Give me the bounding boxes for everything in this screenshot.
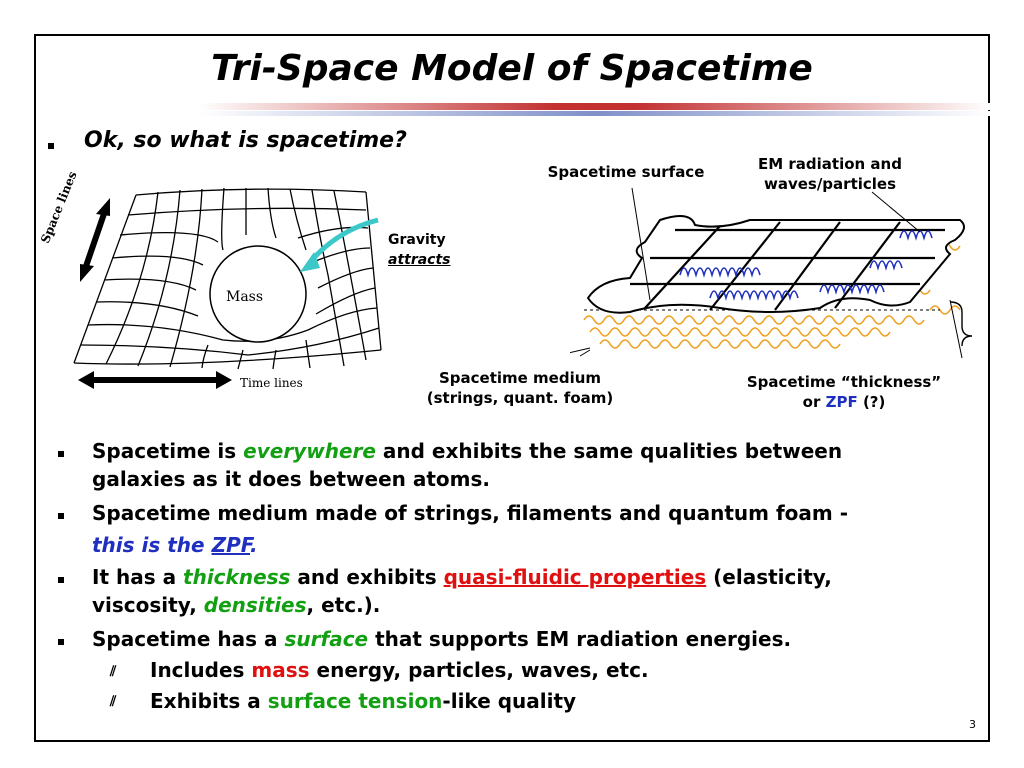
sub-bullet-1 <box>150 655 649 686</box>
bullet-3-line2 <box>92 590 380 621</box>
b3-quasi-fluidic: quasi-fluidic properties <box>443 565 707 589</box>
time-arrow-head-left <box>78 371 94 389</box>
bullet-1-line2: galaxies as it does between atoms. <box>92 467 490 491</box>
bullet-3-marker <box>58 577 64 583</box>
question-text: Ok, so what is spacetime? <box>84 128 407 153</box>
medium-label-line2: (strings, quant. foam) <box>426 389 614 407</box>
em-label-line2: waves/particles <box>763 175 897 193</box>
space-arrow-head-top <box>96 198 110 216</box>
b3-thickness: thickness <box>183 565 291 589</box>
bullet-4-marker <box>58 639 64 645</box>
medium-label-line1: Spacetime medium <box>438 369 602 387</box>
thickness-brace <box>950 302 972 346</box>
space-lines-label: Space lines <box>38 169 80 246</box>
b1-text-b: and exhibits the same qualities between <box>382 439 843 463</box>
b4-text-a: Spacetime has a <box>92 627 278 651</box>
b1-everywhere: everywhere <box>243 439 376 463</box>
s2-text-a: Exhibits a <box>150 689 261 713</box>
thickness-zpf: ZPF <box>825 393 858 411</box>
gravity-label: Gravity <box>388 232 446 248</box>
b3-text-d: viscosity, <box>92 593 197 617</box>
s1-text-a: Includes <box>150 658 245 682</box>
bullet-2-line1: Spacetime medium made of strings, filaments and quantum foam - <box>92 501 849 525</box>
sub-bullet-2 <box>150 686 576 717</box>
bullet-1-line1 <box>92 436 842 467</box>
b4-surface: surface <box>284 627 369 651</box>
space-arrow-shaft <box>84 208 106 272</box>
b3-text-e: , etc.). <box>306 593 381 617</box>
b3-densities: densities <box>203 593 307 617</box>
b4-text-b: that supports EM radiation energies. <box>375 627 792 651</box>
bullet-2-line2 <box>92 530 258 561</box>
mass-label: Mass <box>226 289 264 305</box>
question-bullet <box>48 143 54 149</box>
time-arrow-head-right <box>216 371 232 389</box>
b3-text-a: It has a <box>92 565 177 589</box>
attracts-label: attracts <box>388 252 451 268</box>
sub-bullet-1-icon: ⫽ <box>110 664 117 680</box>
slide-title: Tri-Space Model of Spacetime <box>211 48 813 89</box>
b3-text-c: (elasticity, <box>713 565 832 589</box>
thickness-label-line2 <box>734 392 954 412</box>
bullet-2-marker <box>58 513 64 519</box>
title-gradient-rule <box>200 103 990 117</box>
b3-text-b: and exhibits <box>297 565 437 589</box>
time-lines-label: Time lines <box>240 376 303 390</box>
s1-mass: mass <box>251 658 310 682</box>
thickness-or: or <box>802 393 821 411</box>
thickness-label-line1: Spacetime “thickness” <box>746 373 942 391</box>
space-arrow-head-bottom <box>80 264 94 282</box>
b2-zpf: ZPF <box>211 533 250 557</box>
em-label-line1: EM radiation and <box>758 155 902 173</box>
b1-text-a: Spacetime is <box>92 439 237 463</box>
b2-dot: . <box>250 533 258 557</box>
s2-text-b: -like quality <box>442 689 577 713</box>
bullet-1-marker <box>58 451 64 457</box>
sub-bullet-2-icon: ⫽ <box>110 694 117 710</box>
page-number: 3 <box>969 718 976 731</box>
s2-surface-tension: surface tension <box>267 689 443 713</box>
b2-this-is-the: this is the <box>92 533 205 557</box>
s1-text-b: energy, particles, waves, etc. <box>316 658 649 682</box>
surface-label: Spacetime surface <box>547 163 705 181</box>
bullet-3-line1 <box>92 562 832 593</box>
bullet-4-line1 <box>92 624 791 655</box>
thickness-q: (?) <box>862 393 886 411</box>
